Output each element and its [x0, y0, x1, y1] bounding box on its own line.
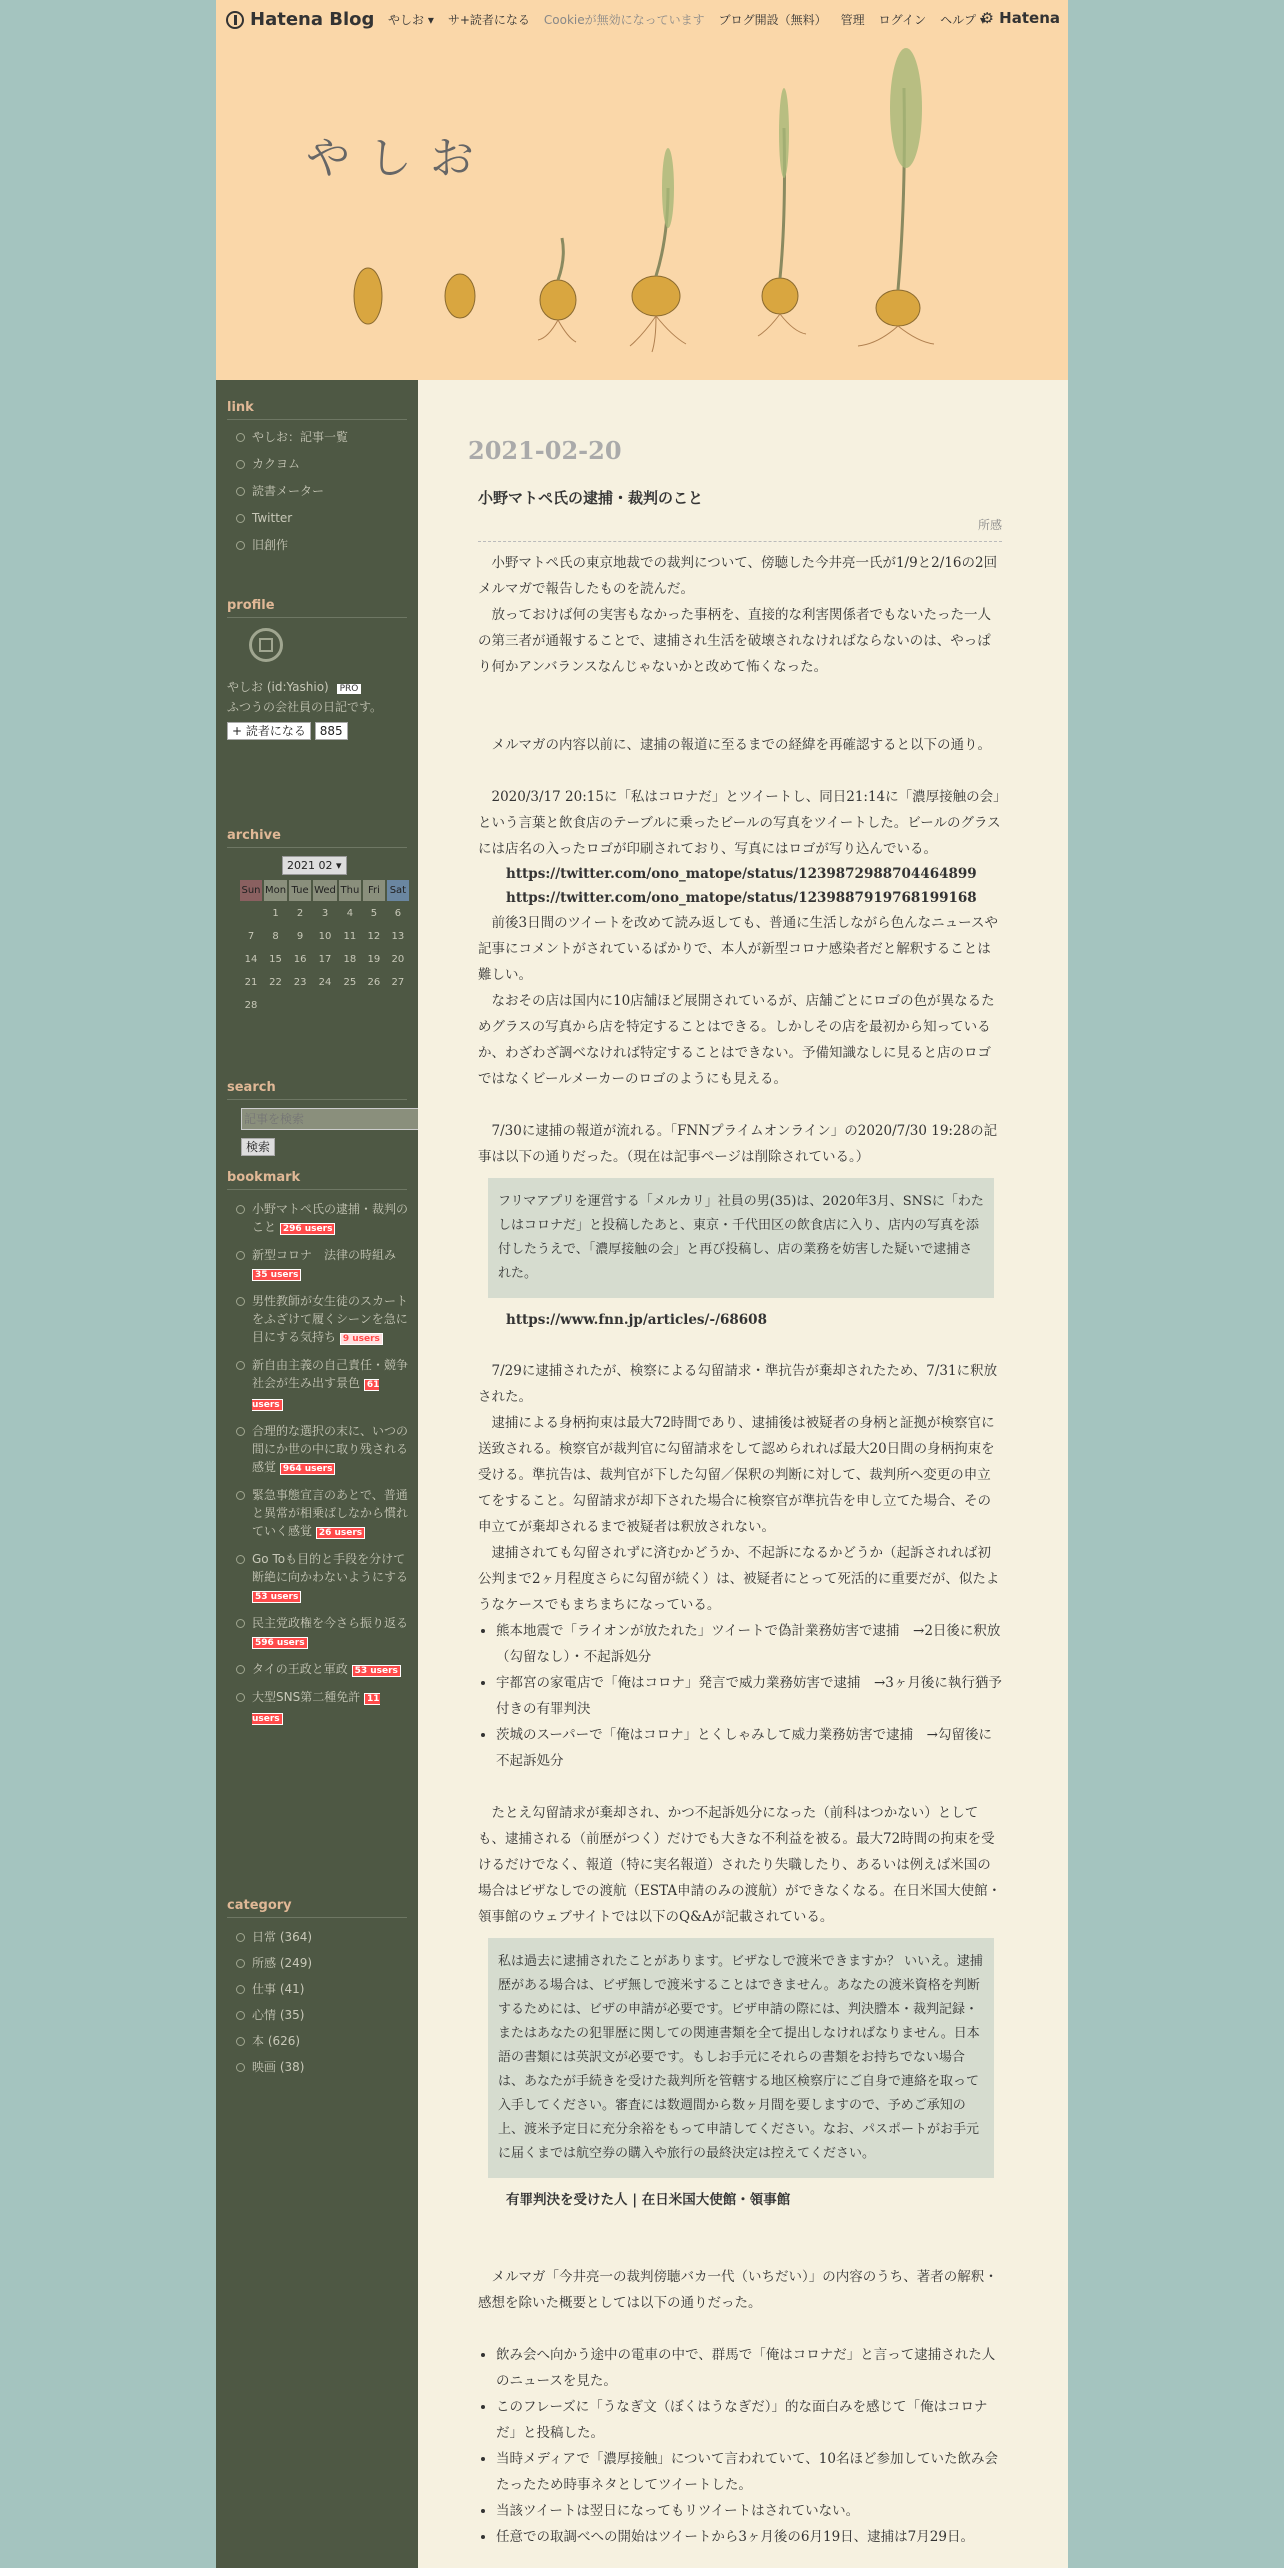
category-item[interactable]: 映画 (38)	[227, 2058, 413, 2076]
bookmark-item[interactable]	[227, 1660, 413, 1680]
cal-day[interactable]: 22	[269, 977, 282, 988]
blog-name-menu[interactable]: やしお ▾	[388, 13, 434, 27]
search-button[interactable]: 検索	[241, 1138, 275, 1156]
bookmark-users-badge[interactable]: 35 users	[252, 1269, 301, 1281]
topbar-menu	[388, 11, 986, 28]
bookmark-title[interactable]: 新自由主義の自己責任・競争社会が生み出す景色	[252, 1358, 409, 1390]
link-item[interactable]: 読書メーター	[227, 482, 413, 500]
cal-day-header: Sat	[387, 880, 409, 901]
cal-day[interactable]: 10	[318, 931, 332, 942]
search-input[interactable]	[241, 1108, 419, 1130]
sidebar	[216, 380, 418, 2568]
create-blog-link[interactable]: ブログ開設（無料）	[718, 13, 827, 27]
bookmark-item[interactable]	[227, 1422, 413, 1478]
category-item[interactable]: 日常 (364)	[227, 1928, 413, 1946]
summary-list	[478, 2342, 1002, 2550]
embassy-link[interactable]: 有罪判決を受けた人 | 在日米国大使館・領事館	[506, 2192, 791, 2208]
profile-heading: profile	[227, 598, 407, 618]
bookmark-item[interactable]	[227, 1550, 413, 1606]
hatena-blog-logo[interactable]	[226, 9, 374, 30]
list-item: • 熊本地震で「ライオンが放たれた」ツイートで偽計業務妨害で逮捕 →2日後に釈放（勾留なし）・不起訴処分	[496, 1618, 1002, 1670]
article-paragraph: 小野マトペ氏の東京地裁での裁判について、傍聴した今井亮一氏が1/9と2/16の2回メルマガで報告したものを読んだ。	[478, 555, 998, 597]
cal-day	[339, 995, 361, 1016]
cal-day[interactable]: 24	[318, 977, 332, 988]
case-list	[478, 1618, 1002, 1774]
bookmark-item[interactable]	[227, 1486, 413, 1542]
cal-day[interactable]: 7	[247, 931, 255, 942]
article-paragraph: 7/30に逮捕の報道が流れる。「FNNプライムオンライン」の2020/7/30 19:28の記事は以下の通りだった。（現在は記事ページは削除されている。）	[478, 1123, 998, 1165]
article-paragraph: たとえ勾留請求が棄却され、かつ不起訴処分になった（前科はつかない）としても、逮捕される（前歴がつく）だけでも大きな不利益を被る。最大72時間の拘束を受けるだけでなく、報道（特に実名報道）されたり失職したり、あるいは例えば米国の場合はビザなしでの渡航（ESTA申請のみの渡航）ができなくなる。在日米国大使館・領事館のウェブサイトでは以下のQ&Aが記載されている。	[478, 1805, 1002, 1925]
cal-day[interactable]: 23	[293, 977, 307, 988]
archive-calendar	[238, 878, 411, 1018]
cal-day[interactable]: 4	[346, 908, 354, 919]
list-item: • 任意での取調べへの開始はツイートから3ヶ月後の6月19日、逮捕は7月29日。	[496, 2524, 1002, 2550]
article-category[interactable]: 所感	[478, 512, 1002, 542]
category-heading: category	[227, 1898, 407, 1918]
cal-day	[387, 995, 409, 1016]
cal-day	[363, 995, 385, 1016]
cal-day[interactable]: 5	[370, 908, 378, 919]
bookmark-item[interactable]	[227, 1614, 413, 1652]
hatena-topbar	[216, 0, 1068, 38]
cal-day	[240, 903, 262, 924]
cal-day	[264, 995, 287, 1016]
login-link[interactable]: ログイン	[878, 13, 927, 27]
bookmark-title[interactable]: 合理的な選択の末に、いつの間にか世の中に取り残される感覚	[252, 1424, 409, 1474]
bookmark-title[interactable]: 緊急事態宣言のあとで、普通と異常が相乗ばしなから慣れていく感覚	[252, 1488, 409, 1538]
link-section	[227, 400, 413, 563]
cal-day[interactable]: 9	[296, 931, 304, 942]
bookmark-users-badge[interactable]: 9 users	[340, 1333, 383, 1345]
hatena-logo-icon	[226, 11, 244, 29]
sprouting-bulbs-illustration	[216, 38, 1068, 380]
news-link[interactable]: https://www.fnn.jp/articles/-/68608	[506, 1312, 767, 1328]
list-item: • 宇都宮の家電店で「俺はコロナ」発言で威力業務妨害で逮捕 →3ヶ月後に執行猶予付きの有罪判決	[496, 1670, 1002, 1722]
cal-day[interactable]: 12	[367, 931, 381, 942]
article-paragraph: メルマガ「今井亮一の裁判傍聴バカ一代（いちだい）」の内容のうち、著者の解釈・感想を除いた概要としては以下の通りだった。	[478, 2269, 998, 2311]
cal-day[interactable]: 25	[343, 977, 357, 988]
cal-day	[313, 995, 337, 1016]
admin-link[interactable]: 管理	[840, 13, 865, 27]
link-heading: link	[227, 400, 407, 420]
cal-day[interactable]: 6	[394, 908, 402, 919]
bookmark-users-badge[interactable]: 596 users	[252, 1637, 308, 1649]
follow-menu[interactable]: サ+読者になる	[447, 13, 530, 27]
cal-day[interactable]: 2	[296, 908, 304, 919]
bookmark-users-badge[interactable]: 964 users	[280, 1463, 336, 1475]
bookmark-title[interactable]: 民主党政権を今さら振り返る	[252, 1616, 409, 1630]
article-paragraph: 前後3日間のツイートを改めて読み返しても、普通に生活しながら色んなニュースや記事にコメントがされているばかりで、本人が新型コロナ感染者だと解釈することは難しい。	[478, 915, 998, 983]
news-quote: フリマアプリを運営する「メルカリ」社員の男(35)は、2020年3月、SNSに「わたしはコロナだ」と投稿したあと、東京・千代田区の飲食店に入り、店内の写真を添付したうえで、「濃厚接触の会」と再び投稿し、店の業務を妨害した疑いで逮捕された。	[488, 1178, 994, 1298]
list-item: • 飲み会へ向かう途中の電車の中で、群馬で「俺はコロナだ」と言って逮捕された人のニュースを見た。	[496, 2342, 1002, 2394]
follower-count: 885	[315, 722, 348, 740]
link-item[interactable]: 旧創作	[227, 536, 413, 554]
cal-day-header: Thu	[339, 880, 361, 901]
cal-day[interactable]: 8	[272, 931, 279, 942]
blog-header	[216, 38, 1068, 380]
cal-day[interactable]: 27	[391, 977, 405, 988]
search-section	[227, 1080, 413, 1155]
cal-day-header: Sun	[240, 880, 262, 901]
profile-name[interactable]: やしお (id:Yashio)	[227, 680, 329, 694]
category-item[interactable]: 仕事 (41)	[227, 1980, 413, 1998]
bookmark-title[interactable]: 新型コロナ 法律の時組み	[252, 1248, 397, 1262]
link-item[interactable]: Twitter	[227, 509, 413, 527]
cal-day[interactable]: 13	[391, 931, 405, 942]
article-title[interactable]: 小野マトペ氏の逮捕・裁判のこと	[478, 489, 704, 507]
category-item[interactable]: 本 (626)	[227, 2032, 413, 2050]
bookmark-item[interactable]	[227, 1688, 413, 1728]
cookie-notice: Cookieが無効になっています	[543, 13, 705, 27]
article-paragraph: 放っておけば何の実害もなかった事柄を、直接的な利害関係者でもないたった一人の第三者が通報することで、逮捕され生活を破壊されなければならないのは、やっぱり何かアンバランスなんじゃないかと改めて怖くなった。	[478, 607, 991, 675]
article-paragraph: 7/29に逮捕されたが、検察による勾留請求・準抗告が棄却されたため、7/31に釈放された。	[478, 1363, 998, 1405]
cal-day-header: Mon	[264, 880, 287, 901]
list-item: • 当時メディアで「濃厚接触」について言われていて、10名ほど参加していた飲み会たったため時事ネタとしてツイートした。	[496, 2446, 1002, 2498]
article-date[interactable]: 2021-02-20	[468, 436, 622, 465]
archive-heading: archive	[227, 828, 407, 848]
cal-day[interactable]: 1	[272, 908, 279, 919]
cal-day-header: Tue	[289, 880, 311, 901]
search-heading: search	[227, 1080, 407, 1100]
cal-day[interactable]: 3	[321, 908, 329, 919]
profile-description: ふつうの会社員の日記です。	[227, 700, 383, 714]
help-menu[interactable]: ヘルプ ▾	[940, 13, 986, 27]
cal-day[interactable]: 14	[244, 954, 258, 965]
article-paragraph: 逮捕されても勾留されずに済むかどうか、不起訴になるかどうか（起訴されれば初公判まで2ヶ月程度さらに勾留が続く）は、被疑者にとって死活的に重要だが、似たようなケースでもまちまちになっている。	[478, 1545, 1000, 1613]
blog-title[interactable]: やしお	[306, 133, 492, 184]
bookmark-users-badge[interactable]: 26 users	[316, 1527, 365, 1539]
cal-day[interactable]: 15	[269, 954, 282, 965]
pro-badge: PRO	[337, 684, 362, 694]
category-item[interactable]: 心情 (35)	[227, 2006, 413, 2024]
cal-day-header: Fri	[363, 880, 385, 901]
follow-button[interactable]: + 読者になる	[227, 722, 311, 740]
cal-day[interactable]: 17	[318, 954, 332, 965]
bookmark-title[interactable]: 小野マトペ氏の逮捕・裁判のこと	[252, 1202, 409, 1234]
main-content	[418, 380, 1068, 2568]
avatar[interactable]	[249, 628, 283, 662]
article	[478, 488, 1002, 2550]
cal-day[interactable]: 11	[343, 931, 357, 942]
bookmark-users-badge[interactable]: 296 users	[280, 1223, 336, 1235]
category-section	[227, 1898, 413, 2084]
bookmark-item[interactable]	[227, 1356, 413, 1414]
tweet-link[interactable]: https://twitter.com/ono_matope/status/1239872988704464899	[506, 866, 977, 882]
article-paragraph: 2020/3/17 20:15に「私はコロナだ」とツイートし、同日21:14に「濃厚接触の会」という言葉と飲食店のテーブルに乗ったビールの写真をツイートした。ビールのグラスには店名の入ったロゴが印刷されており、写真にはロゴが写り込んでいる。	[478, 789, 1001, 857]
link-item[interactable]: カクヨム	[227, 455, 413, 473]
bookmark-title[interactable]: 男性教師が女生徒のスカートをふざけて履くシーンを急に目にする気持ち	[252, 1294, 409, 1344]
bookmark-title[interactable]: タイの王政と軍政	[252, 1662, 348, 1676]
bookmark-item[interactable]	[227, 1292, 413, 1348]
bookmark-users-badge[interactable]: 61 users	[252, 1380, 380, 1410]
cal-day[interactable]: 28	[244, 1000, 258, 1011]
bookmark-title[interactable]: 大型SNS第二種免許	[252, 1690, 361, 1704]
bookmark-item[interactable]	[227, 1200, 413, 1238]
archive-section	[227, 828, 413, 1018]
embassy-quote: 私は過去に逮捕されたことがあります。ビザなしで渡米できますか？ いいえ。逮捕歴がある場合は、ビザ無しで渡米することはできません。あなたの渡米資格を判断するためには、ビザの申請が必要です。ビザ申請の際には、判決謄本・裁判記録・またはあなたの犯罪歴に関しての関連書類を全て提出しなければなりません。日本語の書類には英訳文が必要です。もしお手元にそれらの書類をお持ちでない場合は、あなたが手続きを受けた裁判所を管轄する地区検察庁にご自身で連絡を取って入手してください。審査には数週間から数ヶ月間を要しますので、予めご承知の上、渡米予定日に充分余裕をもって申請してください。なお、パスポートがお手元に届くまでは航空券の購入や旅行の最終決定は控えてください。	[488, 1938, 994, 2178]
logo-text: Hatena Blog	[250, 9, 375, 30]
list-item: • 当該ツイートは翌日になってもリツイートはされていない。	[496, 2498, 1002, 2524]
tweet-link[interactable]: https://twitter.com/ono_matope/status/1239887919768199168	[506, 890, 977, 906]
article-paragraph: メルマガの内容以前に、逮捕の報道に至るまでの経緯を再確認すると以下の通り。	[491, 737, 991, 753]
cal-day[interactable]: 16	[293, 954, 307, 965]
bookmark-section	[227, 1170, 413, 1736]
cal-day[interactable]: 19	[367, 954, 381, 965]
list-item: • このフレーズに「うなぎ文（ぼくはうなぎだ）」的な面白みを感じて「俺はコロナだ」と投稿した。	[496, 2394, 1002, 2446]
cal-day-header: Wed	[313, 880, 337, 901]
link-item[interactable]: やしお：記事一覧	[227, 428, 413, 446]
hatena-brand-link[interactable]: ⚙ Hatena	[980, 9, 1060, 27]
bookmark-title[interactable]: Go Toも目的と手段を分けて断絶に向かわないようにする	[252, 1552, 409, 1584]
cal-day[interactable]: 20	[391, 954, 405, 965]
bookmark-heading: bookmark	[227, 1170, 407, 1190]
bookmark-users-badge[interactable]: 53 users	[252, 1591, 301, 1603]
bookmark-users-badge[interactable]: 53 users	[352, 1665, 401, 1677]
list-item: • 茨城のスーパーで「俺はコロナ」とくしゃみして威力業務妨害で逮捕 →勾留後に不起訴処分	[496, 1722, 1002, 1774]
cal-day[interactable]: 26	[367, 977, 381, 988]
archive-month-select[interactable]: 2021 02 ▾	[282, 856, 347, 875]
bookmark-item[interactable]	[227, 1246, 413, 1284]
cal-day	[289, 995, 311, 1016]
cal-day[interactable]: 18	[343, 954, 357, 965]
article-paragraph: 逮捕による身柄拘束は最大72時間であり、逮捕後は被疑者の身柄と証拠が検察官に送致される。検察官が裁判官に勾留請求をして認められれば最大20日間の身柄拘束を受ける。準抗告は、裁判官が下した勾留／保釈の判断に対して、裁判所へ変更の申立てをすること。勾留請求が却下された場合に検察官が準抗告を申し立てた場合、その申立てが棄却されるまで被疑者は釈放されない。	[478, 1415, 995, 1535]
bookmark-users-badge[interactable]: 11 users	[252, 1694, 380, 1724]
category-item[interactable]: 所感 (249)	[227, 1954, 413, 1972]
article-paragraph: なおその店は国内に10店舗ほど展開されているが、店舗ごとにロゴの色が異なるためグラスの写真から店を特定することはできる。しかしその店を最初から知っているか、わざわざ調べなければ特定することはできない。予備知識なしに見ると店のロゴではなくビールメーカーのロゴのようにも見える。	[478, 993, 995, 1087]
cal-day[interactable]: 21	[244, 977, 258, 988]
profile-section	[227, 598, 413, 739]
